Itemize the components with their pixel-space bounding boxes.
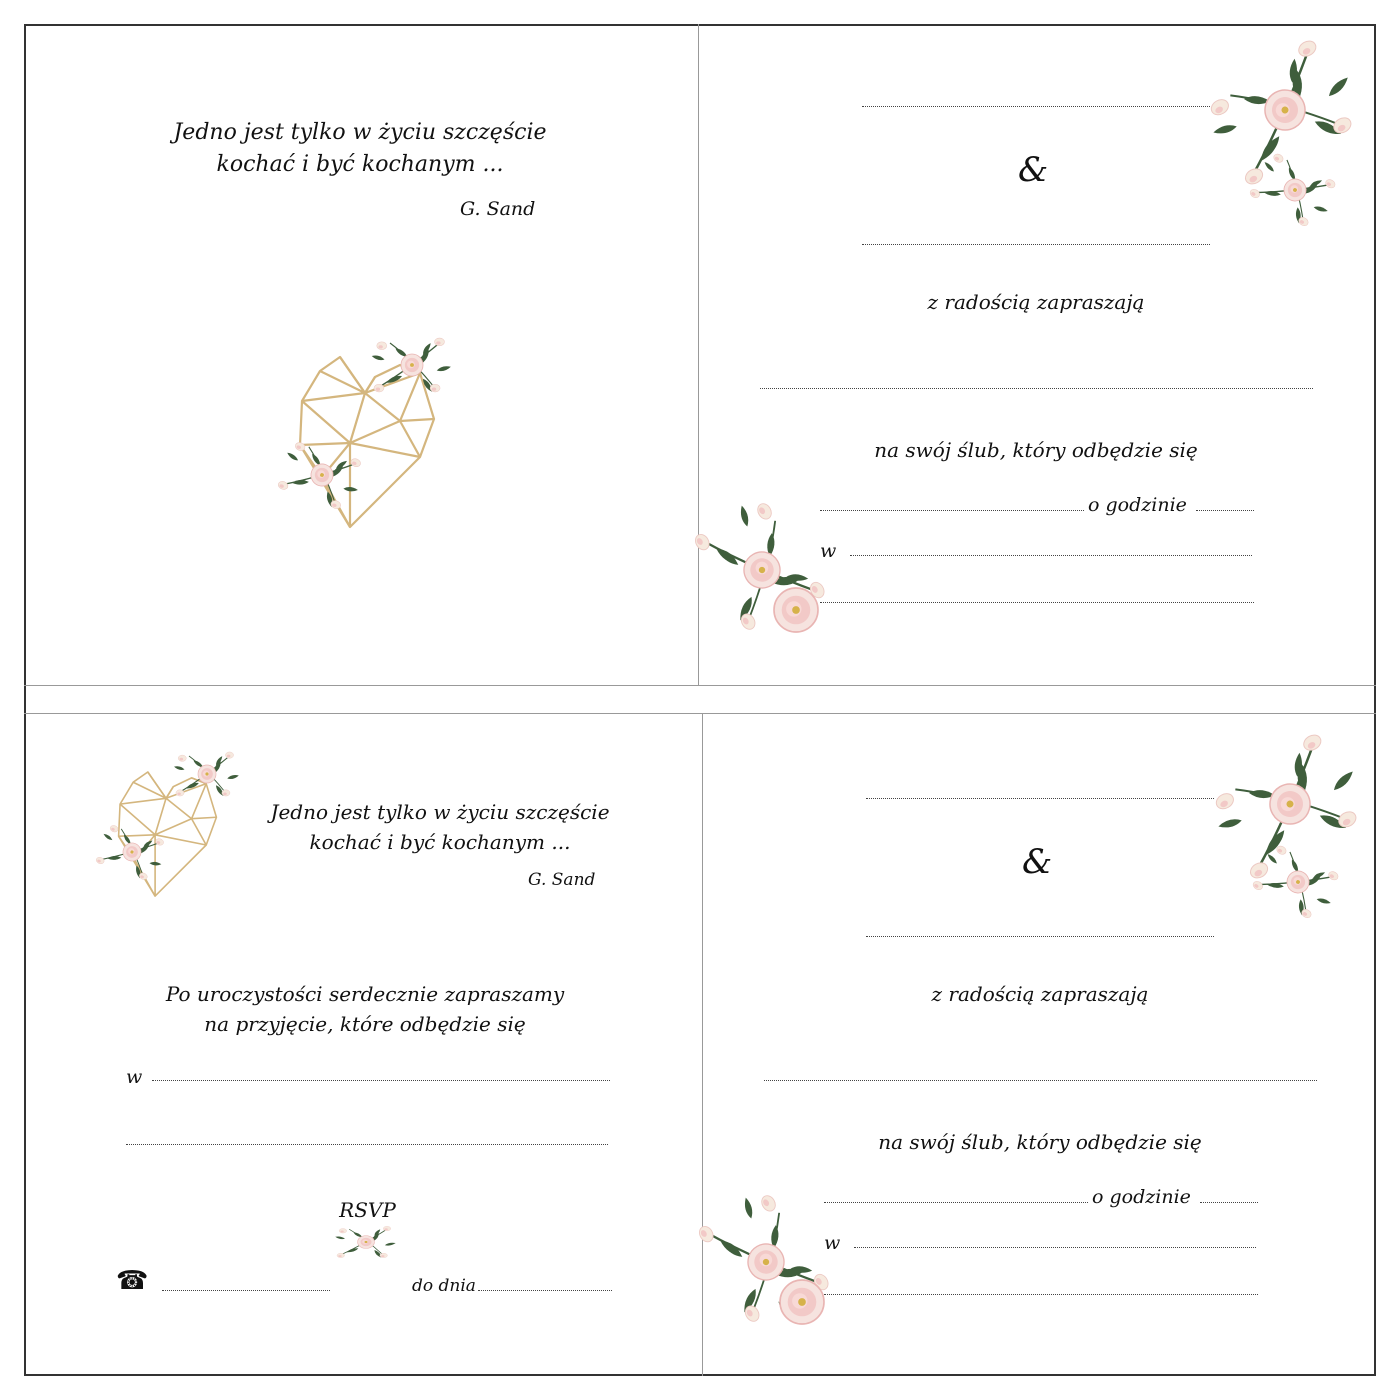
phone-icon: ☎ — [116, 1266, 149, 1296]
time-line — [1196, 510, 1254, 511]
ampersand: & — [1018, 150, 1049, 190]
invite-text: z radością zapraszają — [931, 982, 1149, 1006]
guest-name-line — [764, 1080, 1317, 1081]
reception-place-line-1 — [152, 1080, 610, 1081]
place-prefix: w — [126, 1066, 143, 1088]
quote-line-1: Jedno jest tylko w życiu szczęście — [173, 120, 547, 145]
date-line — [820, 510, 1084, 511]
quote-line-1: Jedno jest tylko w życiu szczęście — [270, 800, 610, 824]
place-line-1 — [850, 555, 1252, 556]
wedding-text: na swój ślub, który odbędzie się — [878, 1130, 1202, 1154]
floral-bouquet-icon — [1225, 40, 1355, 215]
rsvp-label: RSVP — [339, 1198, 396, 1222]
fold-line-bottom — [24, 713, 1376, 714]
invite-text: z radością zapraszają — [927, 290, 1145, 314]
quote-author: G. Sand — [460, 198, 536, 220]
reception-line-1: Po uroczystości serdecznie zapraszamy — [165, 982, 565, 1006]
name-line-1 — [866, 798, 1214, 799]
name-line-1 — [862, 106, 1210, 107]
invitation-sheet — [24, 24, 1376, 1376]
name-line-2 — [862, 244, 1210, 245]
quote-line-2: kochać i być kochanym ... — [309, 830, 571, 854]
phone-line — [162, 1290, 330, 1291]
time-label: o godzinie — [1092, 1186, 1191, 1208]
center-fold-bottom — [702, 713, 703, 1376]
place-line-2 — [820, 602, 1254, 603]
deadline-line — [478, 1290, 612, 1291]
floral-bouquet-icon — [308, 1222, 423, 1264]
quote-author: G. Sand — [528, 870, 596, 890]
place-prefix: w — [824, 1232, 841, 1254]
date-line — [824, 1202, 1088, 1203]
floral-bouquet-icon — [1228, 732, 1358, 907]
floral-bouquet-icon — [716, 1202, 836, 1352]
place-line-1 — [854, 1247, 1256, 1248]
fold-line-top — [24, 685, 1376, 686]
place-prefix: w — [820, 540, 837, 562]
ampersand: & — [1022, 842, 1053, 882]
reception-line-2: na przyjęcie, które odbędzie się — [204, 1012, 526, 1036]
deadline-label: do dnia — [412, 1276, 476, 1296]
quote-line-2: kochać i być kochanym ... — [216, 152, 504, 177]
time-line — [1200, 1202, 1258, 1203]
center-fold-top — [698, 24, 699, 685]
floral-bouquet-icon — [712, 510, 832, 660]
guest-name-line — [760, 388, 1313, 389]
time-label: o godzinie — [1088, 494, 1187, 516]
name-line-2 — [866, 936, 1214, 937]
geometric-heart-icon — [262, 335, 462, 525]
place-line-2 — [824, 1294, 1258, 1295]
reception-place-line-2 — [126, 1144, 608, 1145]
wedding-text: na swój ślub, który odbędzie się — [874, 438, 1198, 462]
geometric-heart-icon — [92, 752, 252, 892]
